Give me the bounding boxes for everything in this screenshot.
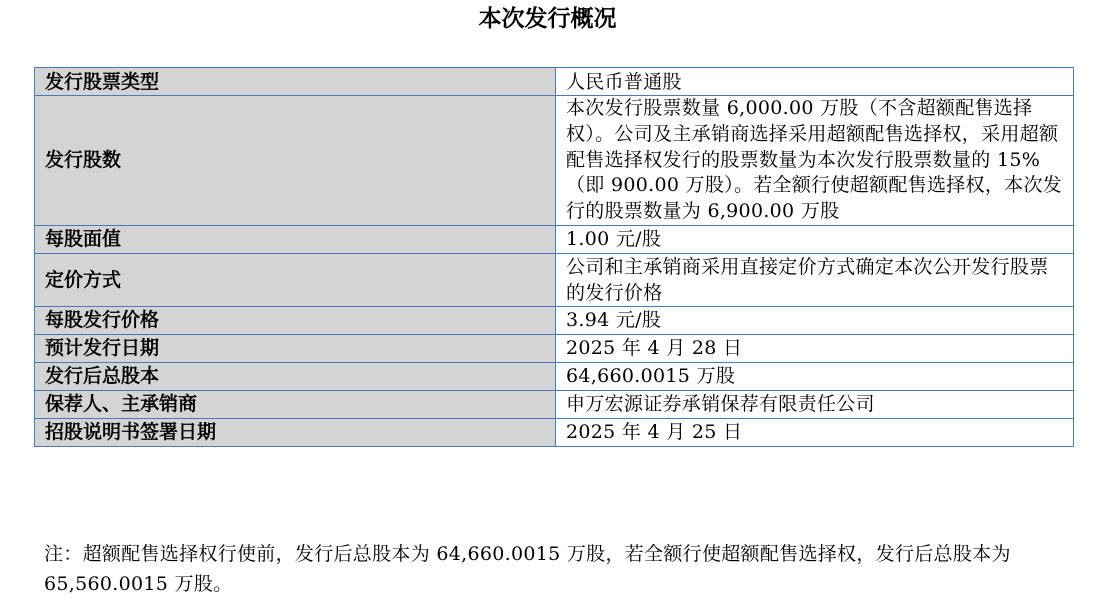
row-value: 64,660.0015 万股 (556, 362, 1074, 390)
table-row (35, 253, 1074, 306)
row-value: 申万宏源证券承销保荐有限责任公司 (556, 390, 1074, 418)
row-label: 发行股数 (35, 96, 556, 226)
table-row (35, 334, 1074, 362)
row-value: 3.94 元/股 (556, 306, 1074, 334)
table-row (35, 362, 1074, 390)
document-title: 本次发行概况 (478, 6, 617, 32)
row-value: 2025 年 4 月 28 日 (556, 334, 1074, 362)
table-row (35, 390, 1074, 418)
row-label: 发行后总股本 (35, 362, 556, 390)
table-row (35, 306, 1074, 334)
row-value: 公司和主承销商采用直接定价方式确定本次公开发行股票的发行价格 (556, 253, 1074, 306)
row-label: 预计发行日期 (35, 334, 556, 362)
row-label: 保荐人、主承销商 (35, 390, 556, 418)
row-value: 2025 年 4 月 25 日 (556, 418, 1074, 446)
table-row (35, 418, 1074, 446)
row-label: 每股发行价格 (35, 306, 556, 334)
row-label: 招股说明书签署日期 (35, 418, 556, 446)
table-row (35, 68, 1074, 96)
row-value: 人民币普通股 (556, 68, 1074, 96)
row-label: 发行股票类型 (35, 68, 556, 96)
row-value: 本次发行股票数量 6,000.00 万股（不含超额配售选择权）。公司及主承销商选择采用超额配售选择权，采用超额配售选择权发行的股票数量为本次发行股票数量的 15%（即 900.00 万股）。若全额行使超额配售选择权，本次发行的股票数量为 6,900.00 万股 (556, 96, 1074, 226)
row-value: 1.00 元/股 (556, 225, 1074, 253)
table-row (35, 225, 1074, 253)
footnote: 注：超额配售选择权行使前，发行后总股本为 64,660.0015 万股，若全额行使超额配售选择权，发行后总股本为 65,560.0015 万股。 (44, 543, 1011, 595)
table-row (35, 96, 1074, 226)
row-label: 定价方式 (35, 253, 556, 306)
offering-info-table (34, 67, 1074, 447)
row-label: 每股面值 (35, 225, 556, 253)
